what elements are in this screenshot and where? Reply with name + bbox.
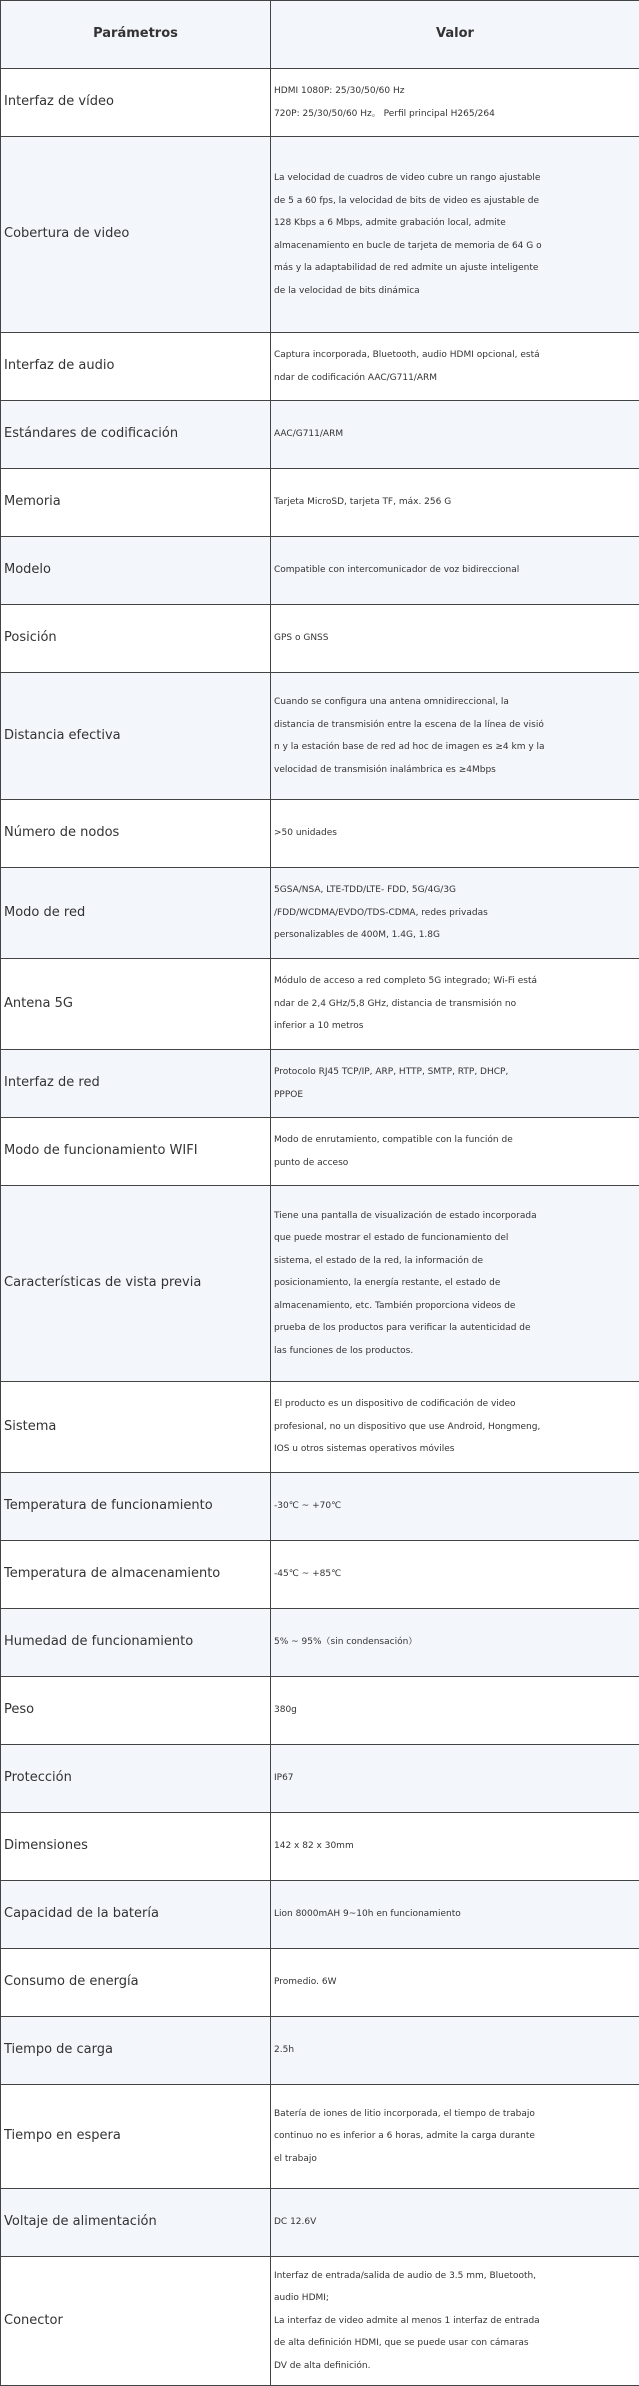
param-cell: Antena 5G xyxy=(1,959,271,1050)
param-cell: Estándares de codificación xyxy=(1,401,271,469)
value-line: ndar de codificación AAC/G711/ARM xyxy=(274,367,636,390)
value-line: distancia de transmisión entre la escena de la línea de visió xyxy=(274,714,636,737)
table-row xyxy=(1,1677,639,1745)
table-row xyxy=(1,673,639,800)
value-line: AAC/G711/ARM xyxy=(274,423,636,446)
value-cell xyxy=(271,605,639,673)
value-line: ndar de 2,4 GHz/5,8 GHz, distancia de transmisión no xyxy=(274,993,636,1016)
value-line: Modo de enrutamiento, compatible con la función de xyxy=(274,1129,636,1152)
value-line: el trabajo xyxy=(274,2148,636,2171)
value-cell xyxy=(271,537,639,605)
value-line: profesional, no un dispositivo que use Android, Hongmeng, xyxy=(274,1416,636,1439)
value-line: 5GSA/NSA, LTE-TDD/LTE- FDD, 5G/4G/3G xyxy=(274,879,636,902)
value-cell xyxy=(271,69,639,137)
value-cell xyxy=(271,2017,639,2085)
table-row xyxy=(1,605,639,673)
param-cell: Modo de red xyxy=(1,868,271,959)
value-line: Módulo de acceso a red completo 5G integrado; Wi-Fi está xyxy=(274,970,636,993)
value-line: posicionamiento, la energía restante, el estado de xyxy=(274,1272,636,1295)
value-line: las funciones de los productos. xyxy=(274,1340,636,1363)
table-row xyxy=(1,469,639,537)
value-line: audio HDMI; xyxy=(274,2287,636,2310)
header-value: Valor xyxy=(271,1,639,69)
param-cell: Modo de funcionamiento WIFI xyxy=(1,1118,271,1186)
value-cell xyxy=(271,1609,639,1677)
value-line: almacenamiento en bucle de tarjeta de memoria de 64 G o xyxy=(274,235,636,258)
param-cell: Modelo xyxy=(1,537,271,605)
table-row xyxy=(1,401,639,469)
value-line: 142 x 82 x 30mm xyxy=(274,1835,636,1858)
value-cell xyxy=(271,2257,639,2386)
value-cell xyxy=(271,673,639,800)
value-line: PPPOE xyxy=(274,1084,636,1107)
value-line: -45℃ ~ +85℃ xyxy=(274,1563,636,1586)
table-row xyxy=(1,1118,639,1186)
param-cell: Características de vista previa xyxy=(1,1186,271,1382)
table-row xyxy=(1,2189,639,2257)
value-cell xyxy=(271,137,639,333)
value-line: 720P: 25/30/50/60 Hz。 Perfil principal H265/264 xyxy=(274,103,636,126)
value-line: sistema, el estado de la red, la información de xyxy=(274,1250,636,1273)
value-line: IOS u otros sistemas operativos móviles xyxy=(274,1438,636,1461)
value-line: velocidad de transmisión inalámbrica es ≥4Mbps xyxy=(274,759,636,782)
value-line: La interfaz de video admite al menos 1 interfaz de entrada xyxy=(274,2310,636,2333)
value-line: Cuando se configura una antena omnidireccional, la xyxy=(274,691,636,714)
value-line: que puede mostrar el estado de funcionamiento del xyxy=(274,1227,636,1250)
value-line: prueba de los productos para verificar la autenticidad de xyxy=(274,1317,636,1340)
value-line: Interfaz de entrada/salida de audio de 3.5 mm, Bluetooth, xyxy=(274,2265,636,2288)
value-line: DV de alta definición. xyxy=(274,2355,636,2378)
param-cell: Peso xyxy=(1,1677,271,1745)
value-cell xyxy=(271,1050,639,1118)
value-line: HDMI 1080P: 25/30/50/60 Hz xyxy=(274,80,636,103)
value-cell xyxy=(271,1118,639,1186)
param-cell: Número de nodos xyxy=(1,800,271,868)
header-row xyxy=(1,1,639,69)
table-row xyxy=(1,69,639,137)
param-cell: Interfaz de red xyxy=(1,1050,271,1118)
param-cell: Protección xyxy=(1,1745,271,1813)
value-cell xyxy=(271,1473,639,1541)
value-line: personalizables de 400M, 1.4G, 1.8G xyxy=(274,924,636,947)
value-line: -30℃ ~ +70℃ xyxy=(274,1495,636,1518)
param-cell: Conector xyxy=(1,2257,271,2386)
param-cell: Consumo de energía xyxy=(1,1949,271,2017)
table-row xyxy=(1,1745,639,1813)
value-line: Lion 8000mAH 9~10h en funcionamiento xyxy=(274,1903,636,1926)
value-cell xyxy=(271,868,639,959)
value-line: de la velocidad de bits dinámica xyxy=(274,280,636,303)
param-cell: Temperatura de almacenamiento xyxy=(1,1541,271,1609)
value-line: punto de acceso xyxy=(274,1152,636,1175)
table-row xyxy=(1,1881,639,1949)
value-cell xyxy=(271,1745,639,1813)
value-line: Tiene una pantalla de visualización de estado incorporada xyxy=(274,1205,636,1228)
value-line: Batería de iones de litio incorporada, el tiempo de trabajo xyxy=(274,2103,636,2126)
param-cell: Tiempo de carga xyxy=(1,2017,271,2085)
value-line: Compatible con intercomunicador de voz bidireccional xyxy=(274,559,636,582)
param-cell: Sistema xyxy=(1,1382,271,1473)
value-line: más y la adaptabilidad de red admite un ajuste inteligente xyxy=(274,257,636,280)
value-line: La velocidad de cuadros de video cubre un rango ajustable xyxy=(274,167,636,190)
value-line: n y la estación base de red ad hoc de imagen es ≥4 km y la xyxy=(274,736,636,759)
table-row xyxy=(1,2017,639,2085)
param-cell: Dimensiones xyxy=(1,1813,271,1881)
value-line: 380g xyxy=(274,1699,636,1722)
param-cell: Posición xyxy=(1,605,271,673)
value-cell xyxy=(271,469,639,537)
value-line: /FDD/WCDMA/EVDO/TDS-CDMA, redes privadas xyxy=(274,902,636,925)
param-cell: Capacidad de la batería xyxy=(1,1881,271,1949)
param-cell: Tiempo en espera xyxy=(1,2085,271,2189)
table-row xyxy=(1,1541,639,1609)
value-line: El producto es un dispositivo de codificación de video xyxy=(274,1393,636,1416)
table-row xyxy=(1,1186,639,1382)
table-row xyxy=(1,1609,639,1677)
param-cell: Voltaje de alimentación xyxy=(1,2189,271,2257)
table-row xyxy=(1,800,639,868)
value-cell xyxy=(271,1382,639,1473)
value-line: >50 unidades xyxy=(274,822,636,845)
table-row xyxy=(1,2257,639,2386)
param-cell: Temperatura de funcionamiento xyxy=(1,1473,271,1541)
table-row xyxy=(1,868,639,959)
table-row xyxy=(1,333,639,401)
value-cell xyxy=(271,1186,639,1382)
table-row xyxy=(1,137,639,333)
table-row xyxy=(1,1050,639,1118)
table-row xyxy=(1,537,639,605)
value-line: DC 12.6V xyxy=(274,2211,636,2234)
value-cell xyxy=(271,333,639,401)
value-cell xyxy=(271,2085,639,2189)
value-line: 128 Kbps a 6 Mbps, admite grabación local, admite xyxy=(274,212,636,235)
table-row xyxy=(1,1813,639,1881)
value-line: de alta definición HDMI, que se puede usar con cámaras xyxy=(274,2332,636,2355)
value-line: 2.5h xyxy=(274,2039,636,2062)
value-cell xyxy=(271,401,639,469)
param-cell: Interfaz de audio xyxy=(1,333,271,401)
value-line: GPS o GNSS xyxy=(274,627,636,650)
value-line: almacenamiento, etc. También proporciona videos de xyxy=(274,1295,636,1318)
value-cell xyxy=(271,1813,639,1881)
value-line: Tarjeta MicroSD, tarjeta TF, máx. 256 G xyxy=(274,491,636,514)
param-cell: Humedad de funcionamiento xyxy=(1,1609,271,1677)
table-row xyxy=(1,2085,639,2189)
value-line: inferior a 10 metros xyxy=(274,1015,636,1038)
table-row xyxy=(1,1382,639,1473)
value-line: Captura incorporada, Bluetooth, audio HDMI opcional, está xyxy=(274,344,636,367)
param-cell: Cobertura de video xyxy=(1,137,271,333)
value-cell xyxy=(271,959,639,1050)
param-cell: Distancia efectiva xyxy=(1,673,271,800)
value-line: 5% ~ 95%（sin condensación） xyxy=(274,1631,636,1654)
value-cell xyxy=(271,1541,639,1609)
table-row xyxy=(1,959,639,1050)
param-cell: Interfaz de vídeo xyxy=(1,69,271,137)
value-line: de 5 a 60 fps, la velocidad de bits de video es ajustable de xyxy=(274,190,636,213)
value-cell xyxy=(271,1881,639,1949)
value-line: continuo no es inferior a 6 horas, admite la carga durante xyxy=(274,2125,636,2148)
value-line: Protocolo RJ45 TCP/IP, ARP, HTTP, SMTP, RTP, DHCP, xyxy=(274,1061,636,1084)
param-cell: Memoria xyxy=(1,469,271,537)
table-row xyxy=(1,1949,639,2017)
value-line: Promedio. 6W xyxy=(274,1971,636,1994)
value-cell xyxy=(271,800,639,868)
value-cell xyxy=(271,1677,639,1745)
value-cell xyxy=(271,1949,639,2017)
table-row xyxy=(1,1473,639,1541)
header-param: Parámetros xyxy=(1,1,271,69)
value-line: IP67 xyxy=(274,1767,636,1790)
value-cell xyxy=(271,2189,639,2257)
